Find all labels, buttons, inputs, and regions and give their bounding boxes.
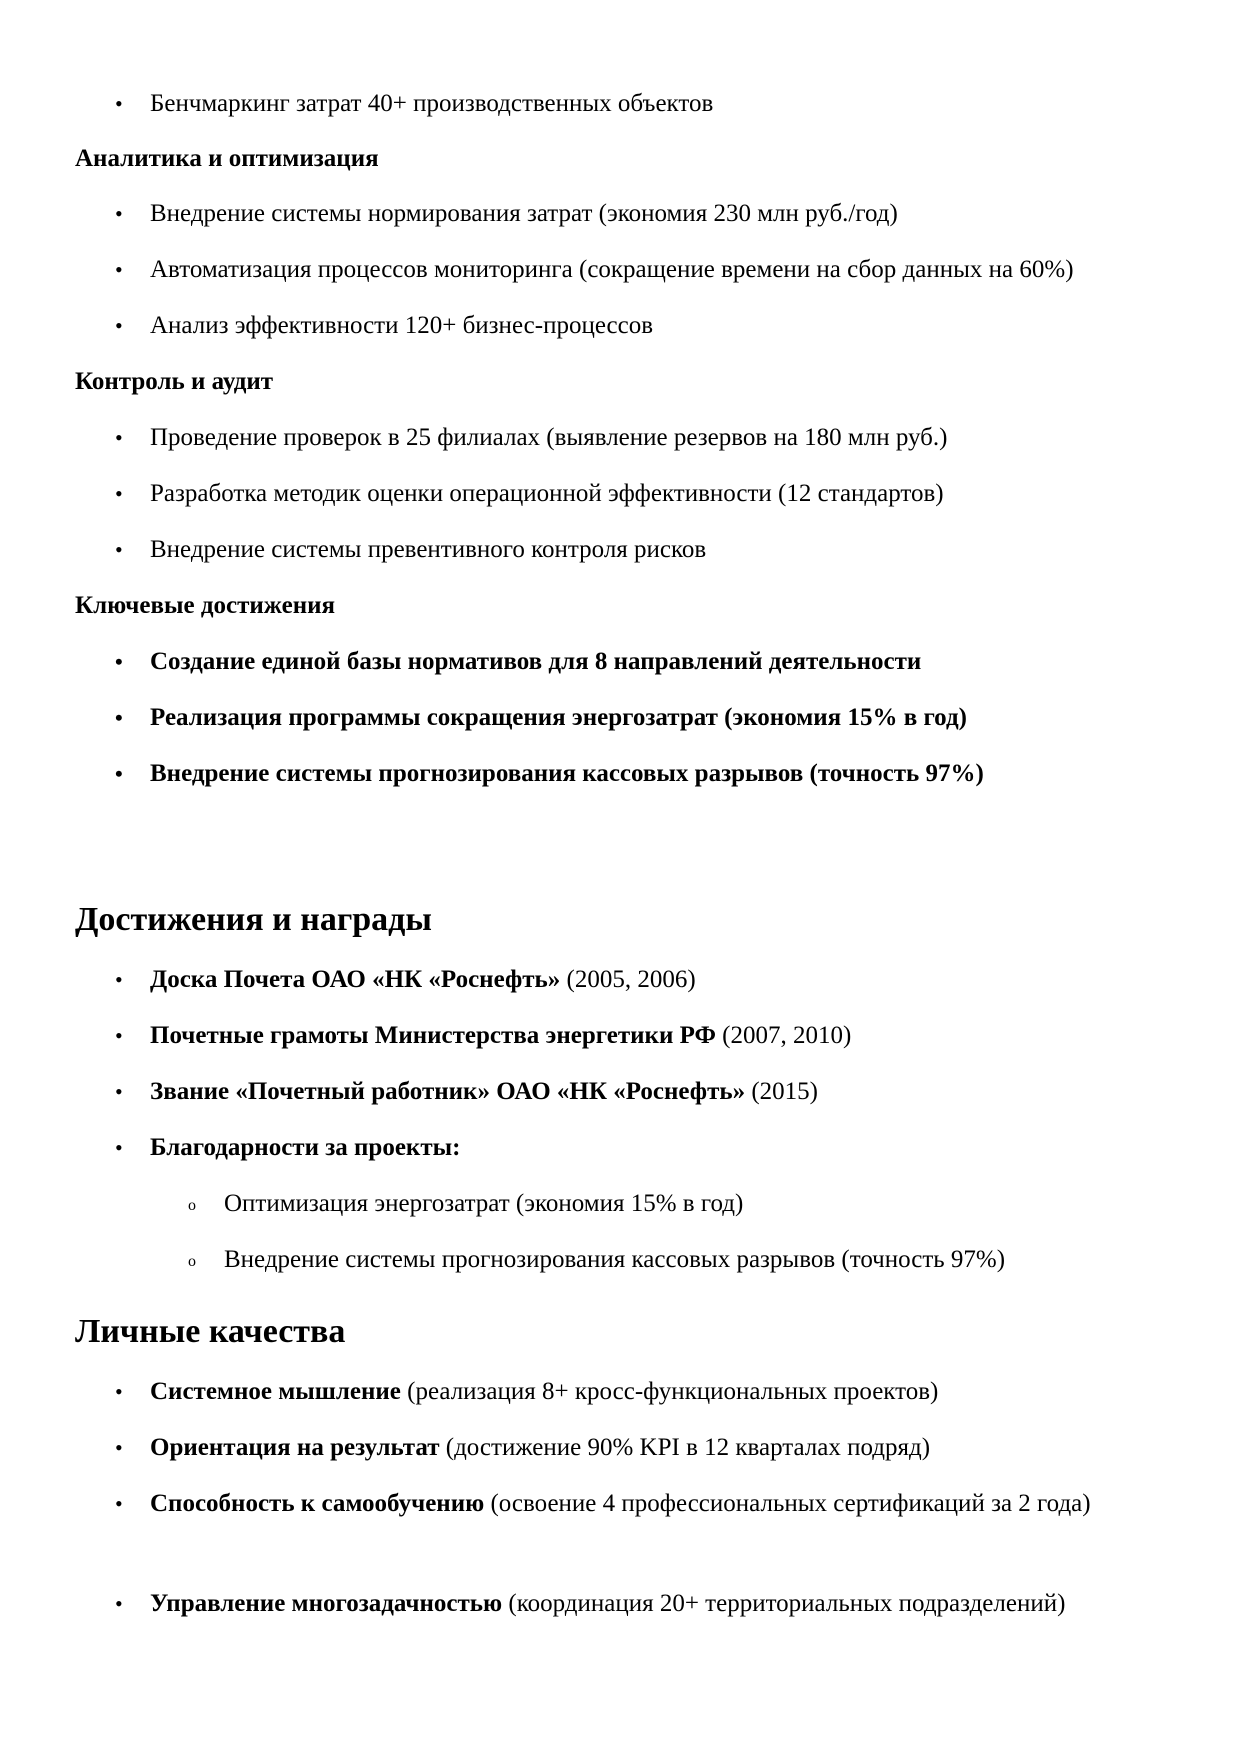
award-title: Благодарности за проекты: [150, 1134, 461, 1161]
quality-title: Системное мышление [150, 1378, 401, 1405]
list-item [115, 472, 944, 516]
bullet-icon: • [115, 313, 123, 338]
list-item [115, 752, 984, 796]
bullet-icon: • [115, 1591, 123, 1616]
quality-title: Ориентация на результат [150, 1434, 440, 1461]
list-item [115, 1014, 852, 1058]
award-title: Доска Почета ОАО «НК «Роснефть» [150, 966, 561, 993]
sub-list-item [188, 1238, 1006, 1282]
subheading-key-achievements: Ключевые достижения [75, 592, 336, 619]
quality-title: Управление многозадачностью [150, 1590, 503, 1617]
list-item-text: Внедрение системы прогнозирования кассовых разрывов (точность 97%) [150, 760, 984, 787]
award-years: (2005, 2006) [560, 966, 696, 993]
award-years: (2007, 2010) [715, 1022, 852, 1049]
list-item-text: Разработка методик оценки операционной эффективности (12 стандартов) [150, 480, 944, 507]
list-item [115, 248, 1074, 292]
quality-title: Способность к самообучению [150, 1490, 485, 1517]
section-heading-personal: Личные качества [75, 1313, 346, 1350]
circle-bullet-icon: o [188, 1253, 196, 1270]
list-item-text: Создание единой базы нормативов для 8 направлений деятельности [150, 648, 922, 675]
list-item [115, 528, 707, 572]
bullet-icon: • [115, 1491, 123, 1516]
list-item [115, 1070, 818, 1114]
bullet-icon: • [115, 1023, 123, 1048]
list-item [115, 640, 922, 684]
list-item-text: Бенчмаркинг затрат 40+ производственных объектов [150, 90, 714, 117]
bullet-icon: • [115, 649, 123, 674]
list-item-text: Проведение проверок в 25 филиалах (выявление резервов на 180 млн руб.) [150, 424, 948, 451]
bullet-icon: • [115, 761, 123, 786]
sub-list-item-text: Оптимизация энергозатрат (экономия 15% в год) [224, 1190, 744, 1217]
list-item [115, 1482, 1130, 1526]
bullet-icon: • [115, 257, 123, 282]
list-item [115, 82, 714, 126]
list-item-text: Внедрение системы превентивного контроля рисков [150, 536, 707, 563]
list-item [115, 958, 696, 1002]
bullet-icon: • [115, 1435, 123, 1460]
list-item [115, 1126, 461, 1170]
bullet-icon: • [115, 705, 123, 730]
quality-detail: (реализация 8+ кросс-функциональных проектов) [400, 1378, 939, 1405]
list-item [115, 304, 654, 348]
list-item [115, 416, 948, 460]
list-item-text: Автоматизация процессов мониторинга (сокращение времени на сбор данных на 60%) [150, 256, 1074, 283]
bullet-icon: • [115, 425, 123, 450]
bullet-icon: • [115, 537, 123, 562]
award-title: Звание «Почетный работник» ОАО «НК «Роснефть» [150, 1078, 746, 1105]
list-item-text: Внедрение системы нормирования затрат (экономия 230 млн руб./год) [150, 200, 898, 227]
list-item [115, 1370, 939, 1414]
subheading-control: Контроль и аудит [75, 368, 274, 395]
list-item [115, 1582, 1066, 1626]
circle-bullet-icon: o [188, 1197, 196, 1214]
quality-detail: (достижение 90% KPI в 12 кварталах подряд) [439, 1434, 931, 1461]
sub-list-item-text: Внедрение системы прогнозирования кассовых разрывов (точность 97%) [224, 1246, 1006, 1273]
bullet-icon: • [115, 91, 123, 116]
section-heading-awards: Достижения и награды [75, 901, 432, 938]
award-title: Почетные грамоты Министерства энергетики РФ [150, 1022, 716, 1049]
bullet-icon: • [115, 1079, 123, 1104]
subheading-analytics: Аналитика и оптимизация [75, 145, 379, 172]
sub-list-item [188, 1182, 744, 1226]
bullet-icon: • [115, 481, 123, 506]
quality-detail: (координация 20+ территориальных подразделений) [502, 1590, 1066, 1617]
bullet-icon: • [115, 1379, 123, 1404]
list-item [115, 696, 967, 740]
list-item-text: Реализация программы сокращения энергозатрат (экономия 15% в год) [150, 704, 967, 731]
list-item [115, 1426, 931, 1470]
list-item [115, 192, 898, 236]
quality-detail: (освоение 4 профессиональных сертификаций за 2 года) [484, 1490, 1091, 1517]
list-item-text: Анализ эффективности 120+ бизнес-процессов [150, 312, 654, 339]
bullet-icon: • [115, 967, 123, 992]
award-years: (2015) [745, 1078, 818, 1105]
bullet-icon: • [115, 201, 123, 226]
bullet-icon: • [115, 1135, 123, 1160]
